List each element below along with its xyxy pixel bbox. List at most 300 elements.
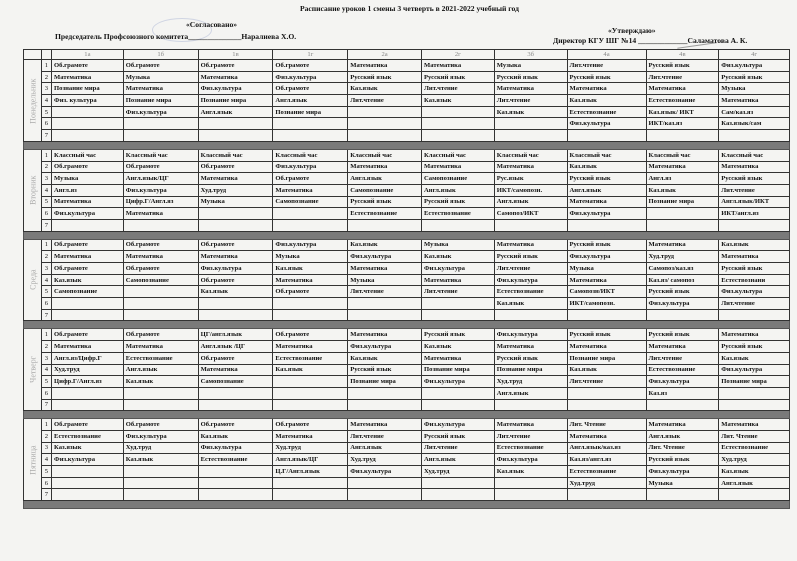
lesson-cell: Математика xyxy=(348,60,422,72)
lesson-cell xyxy=(422,130,495,142)
lesson-cell: Физ.культура xyxy=(273,161,348,173)
lesson-cell: Самопоз/каз.яз xyxy=(646,263,719,275)
lesson-cell: Каз.язык xyxy=(422,95,495,107)
lesson-cell xyxy=(198,489,273,501)
lesson-number: 5 xyxy=(41,376,51,388)
lesson-number: 7 xyxy=(41,130,51,142)
lesson-number: 1 xyxy=(41,419,51,431)
lesson-cell xyxy=(567,309,646,321)
lesson-cell: Музыка xyxy=(646,477,719,489)
lesson-cell xyxy=(348,118,422,130)
lesson-cell: Англ.язык xyxy=(567,184,646,196)
lesson-cell: Физ.культура xyxy=(422,419,495,431)
lesson-cell xyxy=(123,286,198,298)
lesson-number: 4 xyxy=(41,95,51,107)
lesson-cell: Математика xyxy=(494,239,567,251)
lesson-cell xyxy=(273,118,348,130)
lesson-cell: Каз.язык xyxy=(422,341,495,353)
lesson-cell: Об.грамоте xyxy=(123,239,198,251)
lesson-cell xyxy=(52,298,124,310)
table-row xyxy=(24,419,790,431)
class-header: 1б xyxy=(123,50,198,60)
lesson-cell: Лит.чтение xyxy=(719,184,790,196)
lesson-cell: Каз.язык xyxy=(567,364,646,376)
lesson-cell: Об.грамоте xyxy=(123,263,198,275)
lesson-cell: Об.грамоте xyxy=(52,263,124,275)
lesson-cell: Математика xyxy=(123,251,198,263)
lesson-cell: Об.грамоте xyxy=(52,239,124,251)
lesson-cell: Русский язык xyxy=(646,286,719,298)
table-row xyxy=(24,130,790,142)
table-row xyxy=(24,387,790,399)
lesson-cell xyxy=(494,399,567,411)
director-signature-line: Директор КГУ ШГ №14 _____________Саламатова А. К. xyxy=(553,36,748,45)
lesson-cell: Каз.язык xyxy=(494,298,567,310)
lesson-cell: Математика xyxy=(719,95,790,107)
lesson-cell: Математика xyxy=(348,161,422,173)
lesson-number: 7 xyxy=(41,489,51,501)
lesson-cell: Каз.язык xyxy=(646,184,719,196)
lesson-cell xyxy=(123,130,198,142)
lesson-cell: Об.грамоте xyxy=(123,161,198,173)
lesson-cell: Математика xyxy=(273,430,348,442)
table-row xyxy=(24,442,790,454)
lesson-cell xyxy=(646,130,719,142)
lesson-cell xyxy=(52,219,124,231)
lesson-cell: Каз.язык xyxy=(348,239,422,251)
class-header: 1в xyxy=(198,50,273,60)
lesson-cell: Каз.яз xyxy=(646,387,719,399)
table-row xyxy=(24,376,790,388)
lesson-cell: Лит.чтение xyxy=(494,430,567,442)
lesson-cell: Самопознание xyxy=(422,173,495,185)
separator-bar xyxy=(24,501,790,509)
lesson-cell: Математика xyxy=(646,161,719,173)
lesson-cell: Каз.язык/сам xyxy=(719,118,790,130)
lesson-number: 6 xyxy=(41,477,51,489)
lesson-cell: Лит.чтение xyxy=(719,298,790,310)
lesson-cell: Лит.чтение xyxy=(422,442,495,454)
lesson-number: 7 xyxy=(41,219,51,231)
lesson-cell: Физ.культура xyxy=(123,106,198,118)
lesson-cell: Русский язык xyxy=(646,329,719,341)
lesson-cell: Худ.труд xyxy=(348,454,422,466)
lesson-cell xyxy=(273,309,348,321)
lesson-cell: Математика xyxy=(348,419,422,431)
lesson-cell: Каз.язык xyxy=(719,239,790,251)
lesson-number: 2 xyxy=(41,161,51,173)
lesson-number: 2 xyxy=(41,430,51,442)
lesson-cell: ИКТ/самопозн. xyxy=(567,298,646,310)
lesson-cell: Естествознание xyxy=(123,352,198,364)
lesson-cell: Классный час xyxy=(646,149,719,161)
lesson-cell: Русский язык xyxy=(422,196,495,208)
lesson-cell: Познание мира xyxy=(422,364,495,376)
lesson-cell: Математика xyxy=(123,83,198,95)
lesson-cell: Математика xyxy=(494,341,567,353)
lesson-cell: Физ.культура xyxy=(567,251,646,263)
lesson-cell: Физ.культура xyxy=(123,184,198,196)
lesson-number: 1 xyxy=(41,329,51,341)
lesson-cell xyxy=(719,219,790,231)
lesson-cell: Лит.чтение xyxy=(348,286,422,298)
schedule-table xyxy=(23,49,790,509)
lesson-cell: Физ.культура xyxy=(198,263,273,275)
lesson-cell: Естествознание xyxy=(422,208,495,220)
lesson-cell: Русский язык xyxy=(348,196,422,208)
lesson-cell xyxy=(646,489,719,501)
lesson-cell: Об.грамоте xyxy=(273,60,348,72)
lesson-cell: Математика xyxy=(719,329,790,341)
table-row xyxy=(24,286,790,298)
lesson-cell: Русский язык xyxy=(348,71,422,83)
lesson-cell xyxy=(422,298,495,310)
lesson-number: 7 xyxy=(41,309,51,321)
lesson-cell xyxy=(567,387,646,399)
lesson-cell: Классный час xyxy=(273,149,348,161)
lesson-number: 2 xyxy=(41,251,51,263)
lesson-cell: Об.грамоте xyxy=(123,419,198,431)
lesson-number: 2 xyxy=(41,71,51,83)
lesson-cell: Математика xyxy=(422,161,495,173)
lesson-cell: Каз.язык xyxy=(567,95,646,107)
lesson-number: 4 xyxy=(41,274,51,286)
lesson-cell: Музыка xyxy=(719,83,790,95)
lesson-cell xyxy=(52,477,124,489)
lesson-number: 6 xyxy=(41,208,51,220)
lesson-cell: Познание мира xyxy=(198,95,273,107)
table-row xyxy=(24,352,790,364)
lesson-cell: Русский язык xyxy=(494,352,567,364)
lesson-cell: Худ.труд xyxy=(646,251,719,263)
lesson-cell: Физ.культура xyxy=(273,71,348,83)
table-row xyxy=(24,184,790,196)
lesson-cell: Об.грамоте xyxy=(273,329,348,341)
lesson-cell: Англ.язык/ЦГ xyxy=(273,454,348,466)
day-separator xyxy=(24,141,790,149)
lesson-cell: Каз.яз/ самопоз xyxy=(646,274,719,286)
lesson-cell: Физ.культура xyxy=(422,263,495,275)
lesson-cell: Математика xyxy=(494,419,567,431)
lesson-cell: Лит.чтение xyxy=(348,95,422,107)
lesson-cell xyxy=(273,298,348,310)
lesson-cell xyxy=(52,309,124,321)
lesson-cell: Математика xyxy=(198,173,273,185)
lesson-cell: Худ.труд xyxy=(273,442,348,454)
lesson-cell xyxy=(422,477,495,489)
lesson-number: 6 xyxy=(41,118,51,130)
lesson-cell: Англ.язык /ЦГ xyxy=(198,341,273,353)
lesson-cell: Худ.труд xyxy=(52,364,124,376)
lesson-cell: Познание мира xyxy=(273,106,348,118)
lesson-number: 5 xyxy=(41,196,51,208)
lesson-cell: Физ.культура xyxy=(494,454,567,466)
lesson-cell: Математика xyxy=(198,71,273,83)
day-separator xyxy=(24,411,790,419)
class-header: 4в xyxy=(646,50,719,60)
table-row xyxy=(24,83,790,95)
lesson-cell: Математика xyxy=(646,83,719,95)
lesson-cell: Математика xyxy=(567,83,646,95)
lesson-cell xyxy=(567,489,646,501)
table-row xyxy=(24,251,790,263)
lesson-cell: Математика xyxy=(198,364,273,376)
lesson-cell: Лит.чтение xyxy=(494,95,567,107)
lesson-cell: Англ.язык xyxy=(494,196,567,208)
lesson-cell: Русский язык xyxy=(567,239,646,251)
lesson-cell: Естествознание xyxy=(646,364,719,376)
lesson-cell: Физ.культура xyxy=(198,83,273,95)
lesson-cell: Рус.язык xyxy=(494,173,567,185)
lesson-cell: Об.грамоте xyxy=(198,419,273,431)
lesson-cell: Музыка xyxy=(348,274,422,286)
table-row xyxy=(24,95,790,107)
lesson-cell xyxy=(494,489,567,501)
table-row xyxy=(24,219,790,231)
lesson-cell xyxy=(348,106,422,118)
lesson-cell: Худ.труд xyxy=(422,466,495,478)
separator-bar xyxy=(24,321,790,329)
lesson-cell: Математика xyxy=(52,196,124,208)
lesson-cell: Естествознание xyxy=(273,352,348,364)
lesson-cell: Русский язык xyxy=(422,71,495,83)
lesson-cell xyxy=(198,118,273,130)
lesson-cell: Физ.культура xyxy=(348,251,422,263)
lesson-cell: Русский язык xyxy=(719,263,790,275)
lesson-cell: Лит.чтение xyxy=(422,286,495,298)
lesson-cell: Об.грамоте xyxy=(198,161,273,173)
lesson-cell: Об.грамоте xyxy=(198,352,273,364)
day-separator xyxy=(24,231,790,239)
lesson-number: 6 xyxy=(41,387,51,399)
class-header-row xyxy=(24,50,790,60)
lesson-cell: Русский язык xyxy=(567,329,646,341)
lesson-cell: Каз.язык xyxy=(719,352,790,364)
lesson-cell: Об.грамоте xyxy=(52,60,124,72)
lesson-cell: Самопоз/ИКТ xyxy=(494,208,567,220)
agreed-label: «Согласовано» xyxy=(186,20,238,29)
lesson-cell: Самопозн/ИКТ xyxy=(567,286,646,298)
lesson-cell: Лит.чтение xyxy=(646,71,719,83)
lesson-cell: Каз.язык xyxy=(123,454,198,466)
lesson-cell xyxy=(422,118,495,130)
lesson-cell xyxy=(348,399,422,411)
lesson-cell: Лит.чтение xyxy=(646,352,719,364)
lesson-cell xyxy=(567,399,646,411)
lesson-number: 7 xyxy=(41,399,51,411)
lesson-cell: Математика xyxy=(567,341,646,353)
class-header: 1а xyxy=(52,50,124,60)
lesson-cell: Русский язык xyxy=(719,173,790,185)
lesson-cell: Физ.культура xyxy=(494,329,567,341)
table-row xyxy=(24,71,790,83)
lesson-cell: Русский язык xyxy=(494,71,567,83)
class-header: 2а xyxy=(348,50,422,60)
lesson-cell: Каз.язык xyxy=(52,274,124,286)
lesson-cell: Музыка xyxy=(567,263,646,275)
lesson-cell xyxy=(52,399,124,411)
lesson-cell xyxy=(123,309,198,321)
lesson-cell xyxy=(348,489,422,501)
lesson-cell: Каз.язык xyxy=(52,442,124,454)
lesson-cell xyxy=(52,106,124,118)
lesson-cell xyxy=(198,298,273,310)
lesson-cell: Лит.чтение xyxy=(422,83,495,95)
lesson-cell: Классный час xyxy=(123,149,198,161)
lesson-cell: Англ.язык xyxy=(646,430,719,442)
lesson-cell: Русский язык xyxy=(719,341,790,353)
lesson-cell xyxy=(273,399,348,411)
lesson-cell: Каз.язык xyxy=(719,466,790,478)
table-row xyxy=(24,161,790,173)
lesson-cell: Самопознание xyxy=(123,274,198,286)
lesson-cell xyxy=(348,309,422,321)
lesson-cell xyxy=(198,208,273,220)
lesson-cell: Каз.язык xyxy=(273,364,348,376)
lesson-cell xyxy=(494,309,567,321)
lesson-cell xyxy=(348,298,422,310)
lesson-number: 5 xyxy=(41,466,51,478)
lesson-cell: Физ.культура xyxy=(719,286,790,298)
lesson-cell xyxy=(348,477,422,489)
table-row xyxy=(24,149,790,161)
lesson-cell: Каз.язык xyxy=(123,376,198,388)
approved-label: «Утверждаю» xyxy=(608,26,656,35)
lesson-cell: Естествознание xyxy=(494,442,567,454)
lesson-cell: Каз.язык xyxy=(198,286,273,298)
lesson-cell: Математика xyxy=(567,196,646,208)
lesson-cell xyxy=(719,130,790,142)
table-row xyxy=(24,329,790,341)
lesson-cell: Познание мира xyxy=(567,352,646,364)
lesson-cell xyxy=(198,219,273,231)
lesson-cell: Цифр.Г/Англ.яз xyxy=(123,196,198,208)
lesson-cell: Классный час xyxy=(422,149,495,161)
lesson-cell: Англ.язык/каз.яз xyxy=(567,442,646,454)
lesson-cell xyxy=(422,219,495,231)
lesson-cell: Физ.культура xyxy=(422,376,495,388)
lesson-cell: Познание мира xyxy=(719,376,790,388)
lesson-cell: Лит. Чтение xyxy=(646,442,719,454)
lesson-cell: Естествознание xyxy=(567,106,646,118)
lesson-cell: Математика xyxy=(348,329,422,341)
table-row xyxy=(24,274,790,286)
lesson-cell: Физ.культура xyxy=(273,239,348,251)
lesson-cell: Об.грамоте xyxy=(273,286,348,298)
lesson-number: 4 xyxy=(41,184,51,196)
lesson-cell: Классный час xyxy=(567,149,646,161)
lesson-cell: Классный час xyxy=(719,149,790,161)
page-title: Расписание уроков 1 смены 3 четверть в 2021-2022 учебный год xyxy=(300,4,519,13)
day-label: Вторник xyxy=(24,149,42,231)
lesson-cell: Англ.язык xyxy=(494,387,567,399)
lesson-cell: Каз.язык xyxy=(422,251,495,263)
lesson-number: 2 xyxy=(41,341,51,353)
lesson-cell xyxy=(273,387,348,399)
lesson-cell xyxy=(123,466,198,478)
lesson-cell: Математика xyxy=(198,251,273,263)
lesson-cell: ИКТ/самопозн. xyxy=(494,184,567,196)
lesson-cell: Музыка xyxy=(52,173,124,185)
lesson-cell: ИКТ/каз.яз xyxy=(646,118,719,130)
lesson-cell: Каз.язык xyxy=(273,263,348,275)
lesson-cell: Естествознание xyxy=(348,208,422,220)
lesson-cell xyxy=(273,477,348,489)
lesson-cell: Физ.культура xyxy=(646,376,719,388)
lesson-cell: Математика xyxy=(719,161,790,173)
lesson-cell: ЦГ/англ.язык xyxy=(198,329,273,341)
lesson-cell: Естествознание xyxy=(52,430,124,442)
lesson-number: 4 xyxy=(41,454,51,466)
lesson-cell: Математика xyxy=(719,419,790,431)
lesson-cell xyxy=(123,387,198,399)
class-header: 4г xyxy=(719,50,790,60)
lesson-cell: Об.грамоте xyxy=(198,239,273,251)
lesson-cell xyxy=(494,477,567,489)
lesson-cell: Физ.культура xyxy=(567,208,646,220)
day-label: Пятница xyxy=(24,419,42,501)
lesson-number: 3 xyxy=(41,263,51,275)
lesson-cell: Англ.язык xyxy=(348,173,422,185)
lesson-cell: Физ.культура xyxy=(719,364,790,376)
lesson-cell: Англ.язык/ИКТ xyxy=(719,196,790,208)
lesson-cell xyxy=(52,387,124,399)
lesson-cell: Лит. Чтение xyxy=(719,430,790,442)
lesson-cell xyxy=(494,130,567,142)
lesson-cell: Англ.язык xyxy=(422,454,495,466)
lesson-number: 3 xyxy=(41,83,51,95)
class-header: 1г xyxy=(273,50,348,60)
lesson-cell xyxy=(123,219,198,231)
table-row xyxy=(24,60,790,72)
day-label: Понедельник xyxy=(24,60,42,142)
lesson-cell xyxy=(273,208,348,220)
lesson-cell: Физ.культура xyxy=(348,466,422,478)
lesson-cell: Математика xyxy=(52,71,124,83)
table-row xyxy=(24,309,790,321)
lesson-number: 1 xyxy=(41,60,51,72)
class-header: 3б xyxy=(494,50,567,60)
lesson-cell xyxy=(348,219,422,231)
lesson-cell xyxy=(719,399,790,411)
lesson-cell xyxy=(422,489,495,501)
lesson-cell: Классный час xyxy=(348,149,422,161)
class-header: 2г xyxy=(422,50,495,60)
lesson-cell xyxy=(273,219,348,231)
lesson-cell xyxy=(273,489,348,501)
lesson-cell: Музыка xyxy=(422,239,495,251)
lesson-cell: Русский язык xyxy=(646,60,719,72)
lesson-cell: Англ.яз xyxy=(52,184,124,196)
lesson-number: 3 xyxy=(41,442,51,454)
lesson-cell: Лит.чтение xyxy=(567,376,646,388)
lesson-cell xyxy=(567,130,646,142)
lesson-cell: Естествознание xyxy=(646,95,719,107)
lesson-cell: ИКТ/англ.яз xyxy=(719,208,790,220)
day-label: Четверг xyxy=(24,329,42,411)
table-row xyxy=(24,364,790,376)
lesson-number: 1 xyxy=(41,149,51,161)
lesson-cell: Физ.культура xyxy=(198,442,273,454)
lesson-cell xyxy=(123,489,198,501)
lesson-cell: Русский язык xyxy=(719,71,790,83)
lesson-cell: Самопознание xyxy=(348,184,422,196)
lesson-cell: Лит.чтение xyxy=(348,430,422,442)
lesson-cell: Об.грамоте xyxy=(198,60,273,72)
lesson-cell: Математика xyxy=(52,341,124,353)
lesson-cell xyxy=(494,219,567,231)
table-row xyxy=(24,466,790,478)
